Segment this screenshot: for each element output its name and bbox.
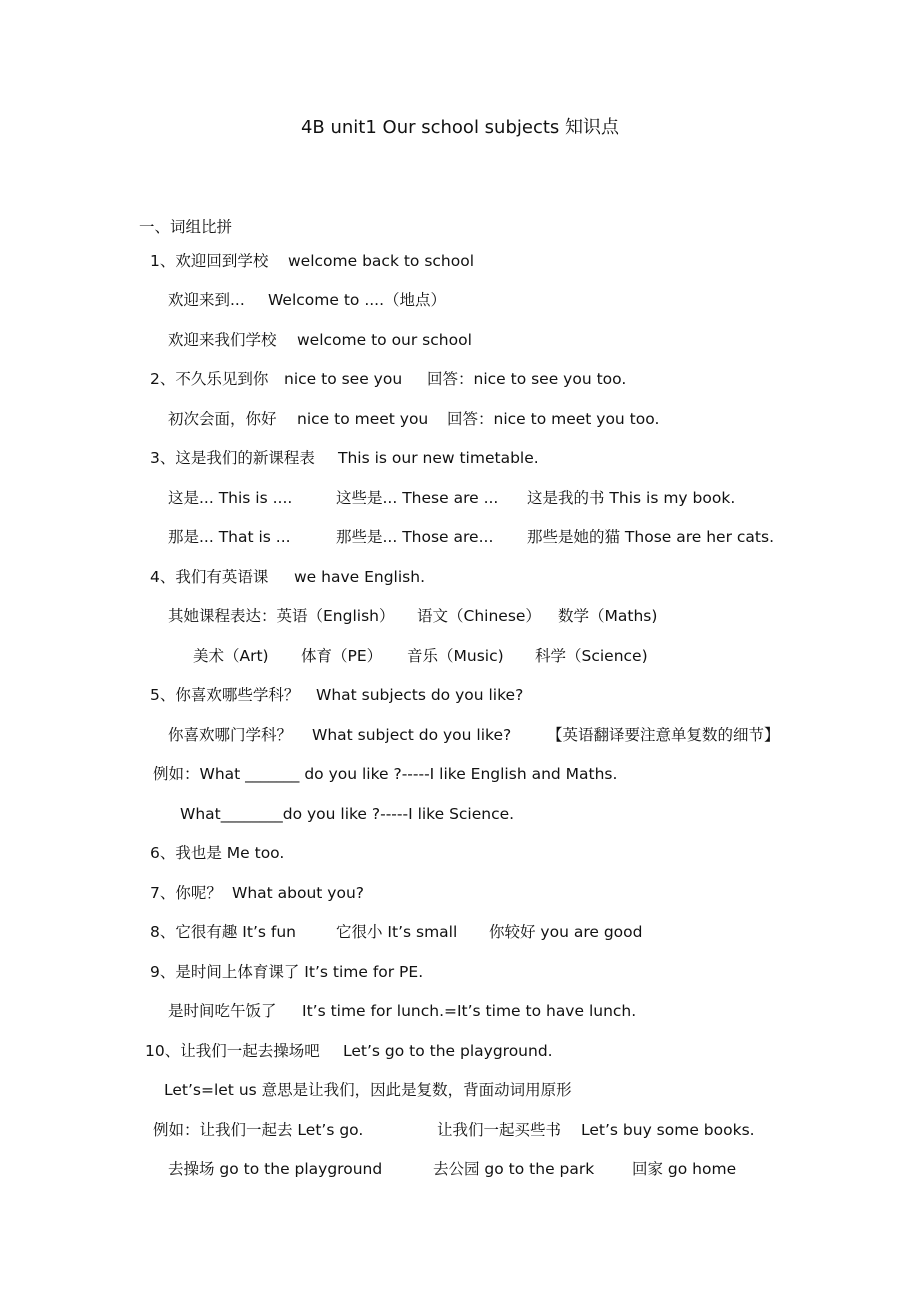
item-10-phrase-c: 回家 go home: [632, 1160, 737, 1178]
item-4-english: we have English.: [294, 568, 425, 586]
item-9-sub-1-english: It’s time for lunch.=It’s time to have lunch.: [302, 1002, 637, 1020]
item-2-sub-1-reply: 回答：nice to meet you too.: [447, 410, 660, 428]
item-10-chinese: 10、让我们一起去操场吧: [145, 1042, 320, 1060]
item-4-sub-2-a: 美术（Art): [193, 647, 269, 665]
item-1-sub-2-chinese: 欢迎来我们学校: [168, 331, 277, 349]
item-2-sub-1-chinese: 初次会面，你好: [168, 410, 277, 428]
item-10-example-c: Let’s buy some books.: [581, 1121, 755, 1139]
item-1-sub-2-english: welcome to our school: [297, 331, 472, 349]
item-4-sub-2-b: 体育（PE）: [301, 647, 383, 665]
item-8-b: 它很小 It’s small: [336, 923, 458, 941]
item-5-sub-1-note: 【英语翻译要注意单复数的细节】: [547, 726, 780, 744]
item-4-sub-2-c: 音乐（Music): [407, 647, 504, 665]
item-10-phrase-a: 去操场 go to the playground: [168, 1160, 383, 1178]
item-1-sub-1-chinese: 欢迎来到...: [168, 291, 245, 309]
item-2-english: nice to see you: [284, 370, 403, 388]
item-4-chinese: 4、我们有英语课: [150, 568, 269, 586]
item-4-sub-1-b: 语文（Chinese）: [417, 607, 541, 625]
item-2-sub-1-english: nice to meet you: [297, 410, 429, 428]
item-3-sub-1-b: 这些是... These are ...: [336, 489, 499, 507]
document-title: 4B unit1 Our school subjects 知识点: [300, 117, 620, 138]
item-3-sub-1-a: 这是... This is ....: [168, 489, 293, 507]
item-9: 9、是时间上体育课了 It’s time for PE.: [150, 963, 424, 981]
item-1-english: welcome back to school: [288, 252, 475, 270]
item-5-example-1: 例如：What _______ do you like ?-----I like English and Maths.: [153, 765, 618, 783]
item-3-chinese: 3、这是我们的新课程表: [150, 449, 315, 467]
item-8-c: 你较好 you are good: [489, 923, 643, 941]
item-5-sub-1-english: What subject do you like?: [312, 726, 512, 744]
item-3-sub-2-b: 那些是... Those are...: [336, 528, 494, 546]
item-1-sub-1-english: Welcome to ....（地点）: [268, 291, 447, 309]
item-2-reply: 回答：nice to see you too.: [427, 370, 627, 388]
item-5-chinese: 5、你喜欢哪些学科？: [150, 686, 300, 704]
item-10-phrase-b: 去公园 go to the park: [433, 1160, 595, 1178]
item-9-sub-1-chinese: 是时间吃午饭了: [168, 1002, 277, 1020]
item-7-chinese: 7、你呢？: [150, 884, 222, 902]
item-2-chinese: 2、不久乐见到你: [150, 370, 269, 388]
item-4-sub-2-d: 科学（Science): [535, 647, 648, 665]
item-5-sub-1-chinese: 你喜欢哪门学科？: [168, 726, 293, 744]
item-7-english: What about you?: [232, 884, 365, 902]
item-1-chinese: 1、欢迎回到学校: [150, 252, 269, 270]
item-4-sub-1-a: 其她课程表达：英语（English）: [168, 607, 395, 625]
item-10-english: Let’s go to the playground.: [343, 1042, 553, 1060]
item-3-sub-2-a: 那是... That is ...: [168, 528, 291, 546]
item-3-sub-1-c: 这是我的书 This is my book.: [527, 489, 736, 507]
item-5-english: What subjects do you like?: [316, 686, 524, 704]
item-5-example-2: What________do you like ?-----I like Science.: [180, 805, 515, 823]
item-10-example-a: 例如：让我们一起去 Let’s go.: [153, 1121, 364, 1139]
item-3-sub-2-c: 那些是她的猫 Those are her cats.: [527, 528, 774, 546]
section-heading: 一、词组比拼: [139, 218, 233, 236]
item-3-english: This is our new timetable.: [338, 449, 539, 467]
item-10-note: Let’s=let us 意思是让我们，因此是复数，背面动词用原形: [164, 1081, 572, 1099]
item-10-example-b: 让我们一起买些书: [437, 1121, 562, 1139]
item-8-a: 8、它很有趣 It’s fun: [150, 923, 296, 941]
item-4-sub-1-c: 数学（Maths): [558, 607, 658, 625]
item-6: 6、我也是 Me too.: [150, 844, 285, 862]
